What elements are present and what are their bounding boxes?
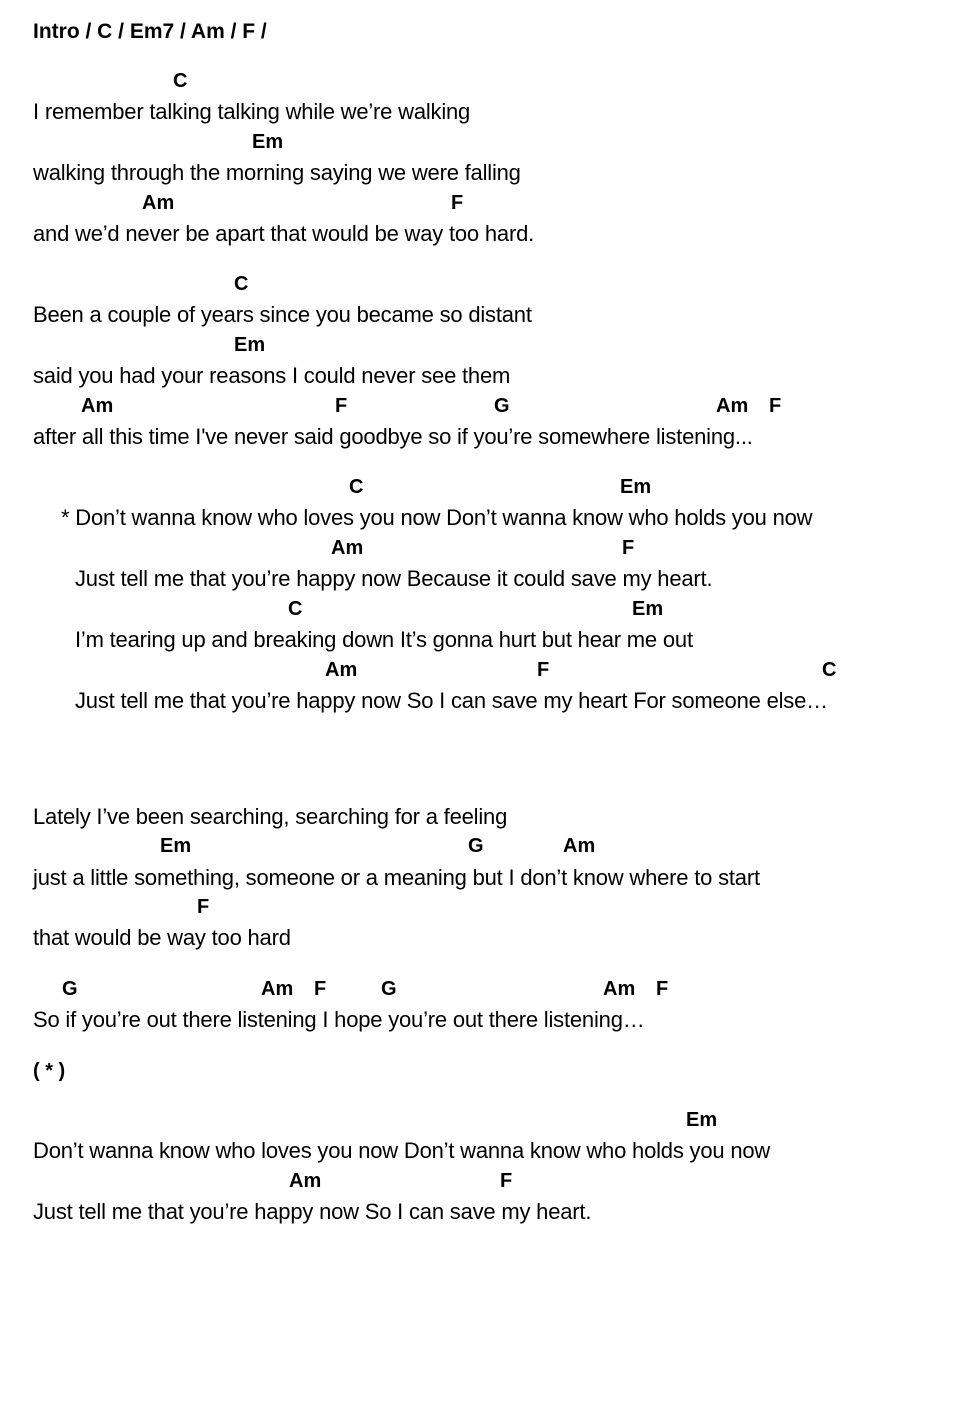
lyric-line: Lately I’ve been searching, searching for a feeling	[33, 804, 508, 829]
outro-chord-row-1	[0, 1105, 966, 1135]
chorus-lyric-row-1	[0, 503, 966, 533]
lyric-line: just a little something, someone or a meaning but I don’t know where to start	[33, 865, 760, 890]
chord: Em	[632, 598, 664, 620]
chord: C	[349, 476, 364, 498]
chord: Em	[252, 131, 284, 153]
verse3-lyric-row-2	[0, 863, 966, 893]
chord: F	[622, 537, 635, 559]
outro-lyric-row-2	[0, 1197, 966, 1227]
chord: Am	[325, 659, 358, 681]
lyric-line: said you had your reasons I could never see them	[33, 363, 511, 388]
chord: F	[500, 1170, 513, 1192]
chord: C	[288, 598, 303, 620]
verse1-chord-row-3	[0, 188, 966, 218]
intro-line: Intro / C / Em7 / Am / F /	[33, 20, 267, 43]
chord: Em	[160, 835, 192, 857]
chord: Am	[261, 978, 294, 1000]
verse3-lyric-row-1	[0, 802, 966, 832]
verse1-lyric-row-3	[0, 219, 966, 249]
chord: F	[335, 395, 348, 417]
chord: Am	[603, 978, 636, 1000]
chord: G	[494, 395, 510, 417]
chorus-lyric-row-2	[0, 564, 966, 594]
chorus-chord-row-1	[0, 472, 966, 502]
verse2-chord-row-3	[0, 391, 966, 421]
chord: Em	[234, 334, 266, 356]
chord: G	[381, 978, 397, 1000]
chord: Am	[289, 1170, 322, 1192]
lyric-line: that would be way too hard	[33, 925, 291, 950]
verse2-chord-row-2	[0, 330, 966, 360]
verse1-lyric-row-2	[0, 158, 966, 188]
chorus-chord-row-3	[0, 594, 966, 624]
repeat-row	[0, 1056, 966, 1086]
chord: C	[822, 659, 837, 681]
lyric-line: I’m tearing up and breaking down It’s gonna hurt but hear me out	[75, 627, 693, 652]
bridge-lyric-row-1	[0, 1005, 966, 1035]
verse1-chord-row-2	[0, 127, 966, 157]
repeat-marker: ( * )	[33, 1060, 66, 1082]
verse3-chord-row-2	[0, 831, 966, 861]
outro-lyric-row-1	[0, 1136, 966, 1166]
chord: Em	[686, 1109, 718, 1131]
chord: C	[173, 70, 188, 92]
verse2-lyric-row-1	[0, 300, 966, 330]
lyric-line: Just tell me that you’re happy now So I can save my heart For someone else…	[75, 688, 828, 713]
chord: G	[468, 835, 484, 857]
verse1-lyric-row-1	[0, 97, 966, 127]
lyric-line: Just tell me that you’re happy now Because it could save my heart.	[75, 566, 713, 591]
chord: F	[197, 896, 210, 918]
chord: F	[314, 978, 327, 1000]
chord: Am	[563, 835, 596, 857]
chorus-chord-row-2	[0, 533, 966, 563]
chord: Am	[331, 537, 364, 559]
verse1-chord-row-1	[0, 66, 966, 96]
chorus-lyric-row-4	[0, 686, 966, 716]
chord: Am	[142, 192, 175, 214]
verse3-chord-row-3	[0, 892, 966, 922]
lyric-line: Just tell me that you’re happy now So I can save my heart.	[33, 1199, 592, 1224]
chord: G	[62, 978, 78, 1000]
lyric-line: So if you’re out there listening I hope you’re out there listening…	[33, 1007, 645, 1032]
chord: C	[234, 273, 249, 295]
lyric-line: I remember talking talking while we’re walking	[33, 99, 471, 124]
chord: F	[537, 659, 550, 681]
lyric-line: Been a couple of years since you became so distant	[33, 302, 532, 327]
intro-row	[0, 17, 966, 47]
chord: F	[656, 978, 669, 1000]
chord: F	[451, 192, 464, 214]
verse3-lyric-row-3	[0, 923, 966, 953]
bridge-chord-row-1	[0, 974, 966, 1004]
verse2-chord-row-1	[0, 269, 966, 299]
lyric-line: * Don’t wanna know who loves you now Don’t wanna know who holds you now	[61, 505, 813, 530]
chorus-chord-row-4	[0, 655, 966, 685]
lyric-line: after all this time I've never said goodbye so if you’re somewhere listening...	[33, 424, 753, 449]
chord: Em	[620, 476, 652, 498]
outro-chord-row-2	[0, 1166, 966, 1196]
verse2-lyric-row-3	[0, 422, 966, 452]
lyric-line: Don’t wanna know who loves you now Don’t wanna know who holds you now	[33, 1138, 771, 1163]
lyric-line: and we’d never be apart that would be way too hard.	[33, 221, 535, 246]
verse2-lyric-row-2	[0, 361, 966, 391]
chord: Am	[716, 395, 749, 417]
chord: F	[769, 395, 782, 417]
lyric-line: walking through the morning saying we were falling	[33, 160, 521, 185]
chorus-lyric-row-3	[0, 625, 966, 655]
chord: Am	[81, 395, 114, 417]
